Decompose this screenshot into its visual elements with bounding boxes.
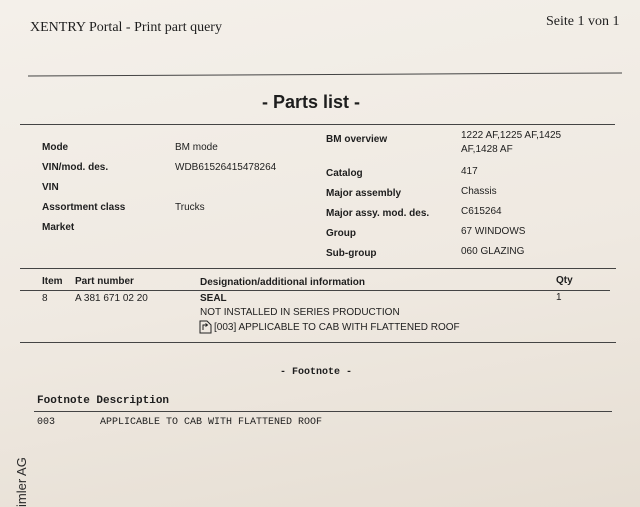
row-item: 8 [42,293,48,304]
value-major-assembly: Chassis [461,186,497,197]
document-link-icon[interactable] [199,320,212,334]
app-title: XENTRY Portal - Print part query [30,20,222,35]
value-major-assy-mod-des: C615264 [461,206,502,217]
col-header-designation: Designation/additional information [200,277,365,288]
row-part-number: A 381 671 02 20 [75,293,148,304]
label-major-assy-mod-des: Major assy. mod. des. [326,208,430,219]
label-bm-overview: BM overview [326,134,388,145]
label-catalog: Catalog [326,168,363,179]
col-header-part-number: Part number [75,276,134,287]
value-assortment-class: Trucks [175,202,205,213]
label-major-assembly: Major assembly [326,188,402,199]
row-qty: 1 [556,292,562,303]
label-sub-group: Sub-group [326,248,377,259]
footnote-header: Footnote Description [37,395,170,407]
row-info-line1: NOT INSTALLED IN SERIES PRODUCTION [200,307,400,318]
page-title: - Parts list - [262,92,361,112]
page-number: Seite 1 von 1 [546,14,620,29]
table-header-divider [20,290,610,291]
value-catalog: 417 [461,166,478,177]
label-vin-mod-des: VIN/mod. des. [42,162,109,173]
header-divider [28,72,622,76]
value-group: 67 WINDOWS [461,226,526,237]
row-info-line2: [003] APPLICABLE TO CAB WITH FLATTENED ROOF [214,322,460,333]
value-bm-overview-line2: AF,1428 AF [461,144,513,155]
parts-bottom-divider [20,342,616,343]
footnote-description: APPLICABLE TO CAB WITH FLATTENED ROOF [100,417,323,428]
label-vin: VIN [42,182,59,193]
details-divider [20,268,616,269]
title-divider [20,124,615,125]
footnote-code: 003 [37,417,56,428]
label-assortment-class: Assortment class [42,202,126,213]
value-vin-mod-des: WDB61526415478264 [175,162,277,173]
label-market: Market [42,222,75,233]
label-group: Group [326,228,356,239]
value-mode: BM mode [175,142,218,153]
value-sub-group: 060 GLAZING [461,246,525,257]
col-header-item: Item [42,276,63,287]
col-header-qty: Qty [556,275,573,286]
footnote-divider [34,411,612,412]
edge-text: imler AG [14,457,29,507]
row-designation: SEAL [200,293,227,304]
label-mode: Mode [42,142,69,153]
value-bm-overview-line1: 1222 AF,1225 AF,1425 [461,130,562,141]
footnote-section-title: - Footnote - [280,367,353,378]
